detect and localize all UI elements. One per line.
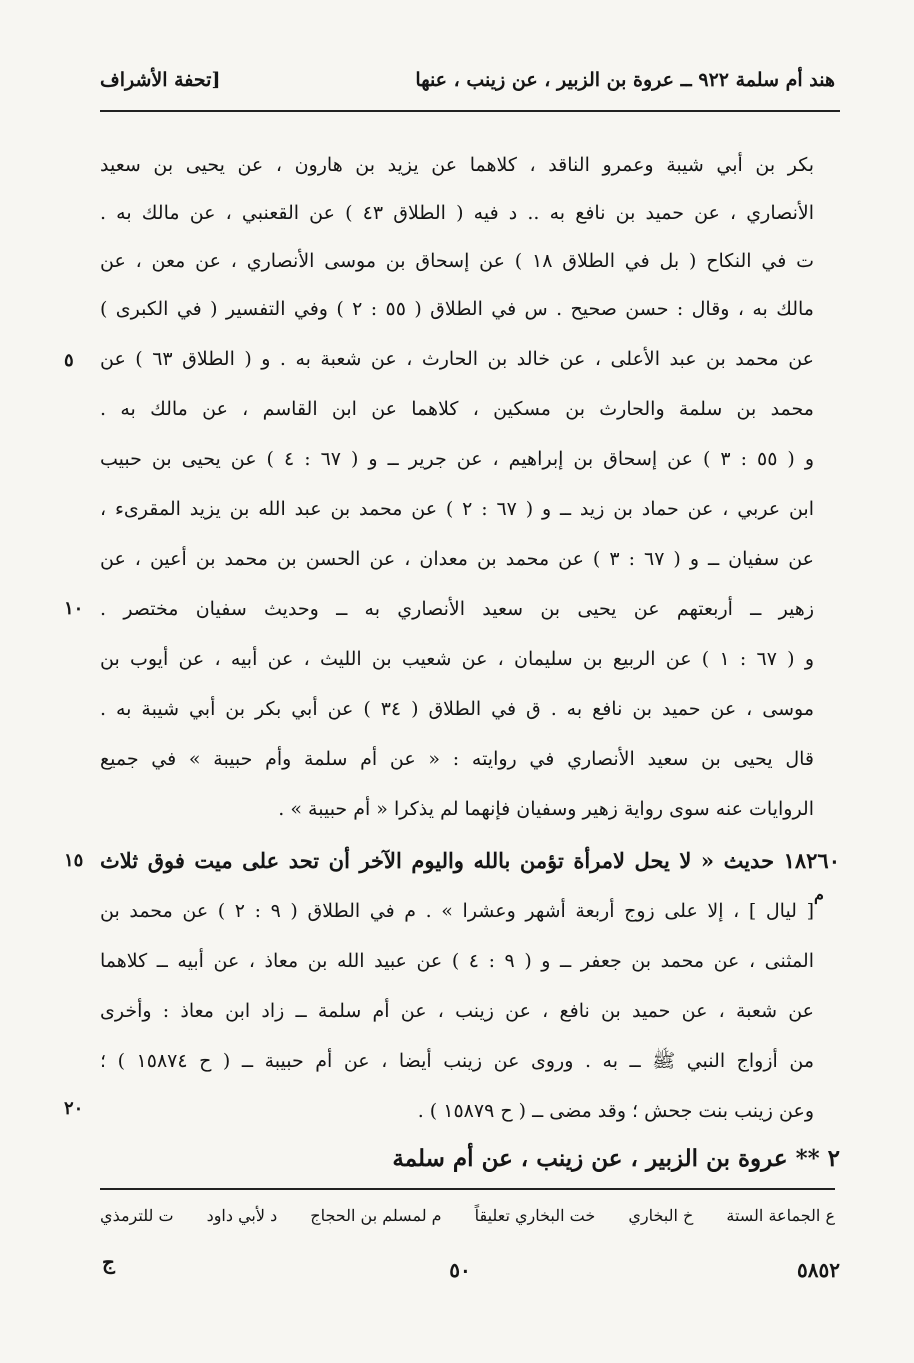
footnote-item: خ البخاري <box>628 1205 694 1225</box>
text-line: وعن زينب بنت جحش ؛ وقد مضى ــ ( ح ١٥٨٧٩ ) . <box>417 1100 814 1122</box>
section-heading: ٢ ** عروة بن الزبير ، عن زينب ، عن أم سلمة <box>392 1145 840 1172</box>
text-line: ت في النكاح ( بل في الطلاق ١٨ ) عن إسحاق بن موسى الأنصاري ، عن معن ، عن <box>100 250 814 272</box>
line-number-5: ٥ <box>64 350 74 371</box>
text-line: محمد بن سلمة والحارث بن مسكين ، كلاهما عن ابن القاسم ، عن مالك به . <box>100 398 814 420</box>
text-line: و ( ٦٧ : ١ ) عن الربيع بن سليمان ، عن شعيب بن الليث ، عن أبيه ، عن أيوب بن <box>100 648 814 670</box>
text-line: الروايات عنه سوى رواية زهير وسفيان فإنهما لم يذكرا « أم حبيبة » . <box>278 798 814 820</box>
text-line: قال يحيى بن سعيد الأنصاري في روايته : « عن أم سلمة وأم حبيبة » في جميع <box>100 748 814 770</box>
text-line: بكر بن أبي شيبة وعمرو الناقد ، كلاهما عن يزيد بن هارون ، عن يحيى بن سعيد <box>100 154 814 176</box>
text-line: زهير ــ أربعتهم عن يحيى بن سعيد الأنصاري به ــ وحديث سفيان مختصر . <box>100 598 814 620</box>
header-title: هند أم سلمة ٩٢٢ ــ عروة بن الزبير ، عن زينب ، عنها <box>415 69 835 91</box>
header-divider <box>100 110 840 112</box>
line-number-15: ١٥ <box>64 850 84 871</box>
page-number: ٥٠ <box>449 1258 471 1282</box>
abbreviations-footnote <box>100 1197 835 1233</box>
footnote-item: خت البخاري تعليقاً <box>474 1205 596 1225</box>
text-line: موسى ، عن حميد بن نافع به . ق في الطلاق ( ٣٤ ) عن أبي بكر بن أبي شيبة به . <box>100 698 814 720</box>
sequence-number: ٥٨٥٢ <box>797 1258 840 1282</box>
footnote-item: م لمسلم بن الحجاج <box>310 1205 442 1225</box>
text-line: المثنى ، عن محمد بن جعفر ــ و ( ٩ : ٤ ) عن عبيد الله بن معاذ ، عن أبيه ــ كلاهما <box>100 950 814 972</box>
line-number-20: ٢٠ <box>64 1098 84 1119</box>
footnote-item: ع الجماعة الستة <box>726 1205 835 1225</box>
header-book-name: [تحفة الأشراف <box>100 69 221 91</box>
text-line: الأنصاري ، عن حميد بن نافع به .. د فيه ( الطلاق ٤٣ ) عن القعنبي ، عن مالك به . <box>100 202 814 224</box>
text-line: [ ليال ] ، إلا على زوج أربعة أشهر وعشرا » . م في الطلاق ( ٩ : ٢ ) عن محمد بن <box>100 900 814 922</box>
hadith-heading-line: ١٨٢٦٠ حديث « لا يحل لامرأة تؤمن بالله واليوم الآخر أن تحد على ميت فوق ثلاث <box>100 848 840 873</box>
text-line: ابن عربي ، عن حماد بن زيد ــ و ( ٦٧ : ٢ ) عن محمد بن عبد الله بن يزيد المقرىء ، <box>100 498 814 520</box>
text-line: مالك به ، وقال : حسن صحيح . س في الطلاق ( ٥٥ : ٢ ) وفي التفسير ( في الكبرى ) <box>100 298 814 320</box>
footer-letter: ج <box>102 1250 115 1274</box>
line-number-10: ١٠ <box>64 598 84 619</box>
text-line: عن سفيان ــ و ( ٦٧ : ٣ ) عن محمد بن معدان ، عن الحسن بن محمد بن أعين ، عن <box>100 548 814 570</box>
footnote-item: ت للترمذي <box>100 1205 174 1225</box>
text-line: عن محمد بن عبد الأعلى ، عن خالد بن الحارث ، عن شعبة به . و ( الطلاق ٦٣ ) عن <box>100 348 814 370</box>
hadith-suffix: م <box>814 885 824 904</box>
text-line: و ( ٥٥ : ٣ ) عن إسحاق بن إبراهيم ، عن جرير ــ و ( ٦٧ : ٤ ) عن يحيى بن حبيب <box>100 448 814 470</box>
running-header <box>100 58 835 102</box>
text-line: عن شعبة ، عن حميد بن نافع ، عن زينب ، عن أم سلمة ــ زاد ابن معاذ : وأخرى <box>100 1000 814 1022</box>
text-line: من أزواج النبي ﷺ ــ به . وروى عن زينب أيضا ، عن أم حبيبة ــ ( ح ١٥٨٧٤ ) ؛ <box>100 1050 814 1072</box>
footnote-item: د لأبي داود <box>206 1205 278 1225</box>
footnote-divider <box>100 1188 835 1190</box>
